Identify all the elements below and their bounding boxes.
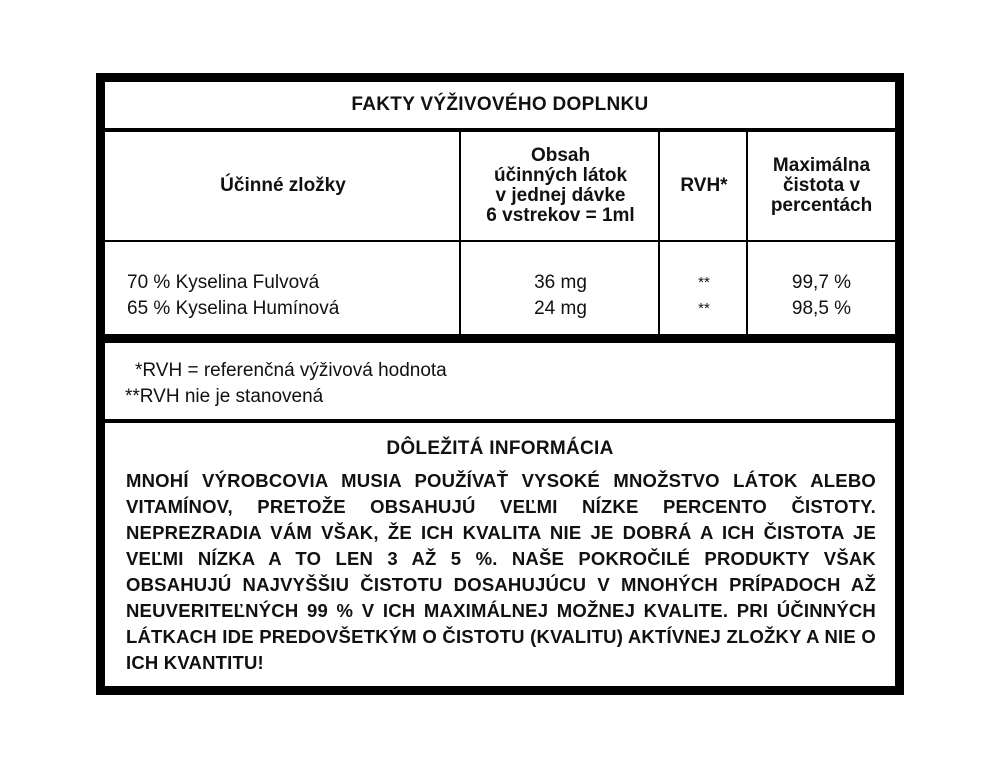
header-ingredients: Účinné zložky (220, 175, 346, 196)
table-row-rvh: ** (698, 274, 710, 291)
divider (105, 419, 895, 423)
table-row-ingredient: 65 % Kyselina Humínová (127, 298, 340, 319)
info-text: MNOHÍ VÝROBCOVIA MUSIA POUŽÍVAŤ VYSOKÉ MNOŽSTVO LÁTOK ALEBO VITAMÍNOV, PRETOŽE OBSAHUJÚ VEĽMI NÍZKE PERCENTO ČISTOTY. NEPREZRADIA VÁM VŠAK, ŽE ICH KVALITA NIE JE DOBRÁ A ICH ČISTOTA JE VEĽMI NÍZKA A TO LEN 3 AŽ 5 %. NAŠE POKROČILÉ PRODUKTY VŠAK OBSAHUJÚ NAJVYŠŠIU ČISTOTU DOSAHUJÚCU V MNOHÝCH PRÍPADOCH AŽ NEUVERITEĽNÝCH 99 % V ICH MAXIMÁLNEJ MOŽNEJ KVALITE. PRI ÚČINNÝCH LÁTKACH IDE PREDOVŠETKÝM O ČISTOTU (KVALITU) AKTÍVNEJ ZLOŽKY A NIE O ICH KVANTITU! (126, 470, 876, 673)
ingredients-table (105, 132, 895, 334)
table-row-purity: 98,5 % (791, 298, 852, 319)
info-title: DÔLEŽITÁ INFORMÁCIA (386, 438, 614, 459)
table-row-purity: 99,7 % (791, 272, 852, 293)
footnote-rvh-not-set: **RVH nie je stanovená (125, 386, 324, 407)
divider (105, 334, 895, 343)
table-row-amount: 36 mg (534, 272, 587, 293)
purity-column (748, 270, 895, 362)
header-purity: Maximálna čistota v percentách (770, 155, 873, 216)
rvh-column (660, 270, 748, 362)
table-row-ingredient: 70 % Kyselina Fulvová (127, 272, 320, 293)
table-header-row (105, 132, 895, 242)
header-rvh: RVH* (680, 175, 728, 196)
table-row-rvh: ** (698, 300, 710, 317)
panel-title: FAKTY VÝŽIVOVÉHO DOPLNKU (105, 82, 895, 132)
footnote-rvh: *RVH = referenčná výživová hodnota (135, 360, 447, 381)
header-content: Obsah účinných látok v jednej dávke 6 vstrekov = 1ml (486, 145, 635, 226)
amount-column (461, 270, 660, 362)
ingredient-column (127, 270, 457, 362)
footnotes (125, 358, 447, 410)
supplement-facts-panel (96, 73, 904, 695)
table-row-amount: 24 mg (534, 298, 587, 319)
